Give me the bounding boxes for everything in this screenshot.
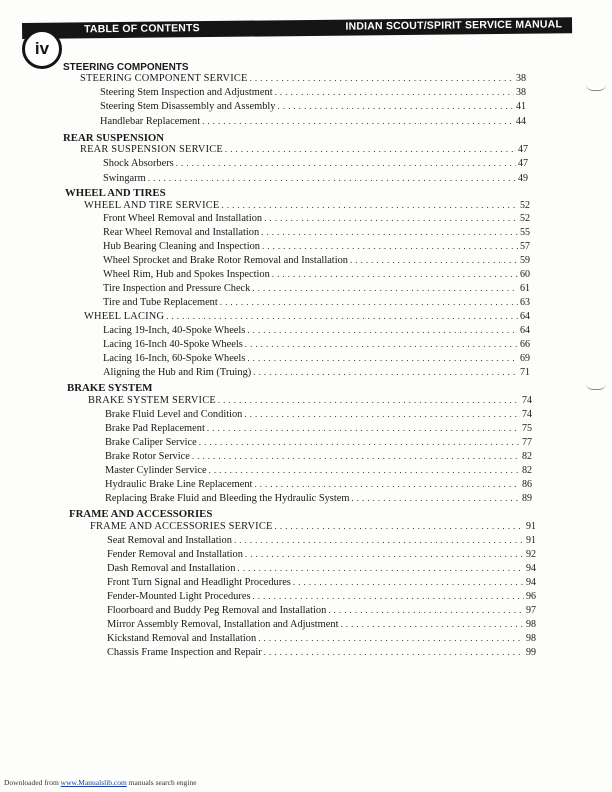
toc-entry[interactable]: [100, 100, 526, 113]
toc-entry-page-number: 61: [520, 283, 530, 294]
toc-entry-label: Replacing Brake Fluid and Bleeding the Hydraulic System: [105, 493, 350, 504]
dot-leader: [275, 520, 524, 533]
toc-entry-page-number: 60: [520, 269, 530, 280]
toc-entry-page-number: 57: [520, 241, 530, 252]
toc-entry-label: Steering Stem Inspection and Adjustment: [100, 87, 273, 98]
toc-entry[interactable]: [107, 618, 536, 631]
toc-entry-label: Wheel Rim, Hub and Spokes Inspection: [103, 269, 270, 280]
toc-group-entry[interactable]: [80, 143, 528, 156]
toc-entry-label: Handlebar Replacement: [100, 116, 201, 127]
toc-entry-page-number: 69: [520, 353, 530, 364]
toc-group-entry-label: WHEEL LACING: [84, 311, 165, 322]
toc-entry[interactable]: [103, 157, 528, 170]
margin-mark: [586, 84, 606, 91]
dot-leader: [218, 394, 520, 407]
toc-entry[interactable]: [100, 115, 526, 128]
toc-entry-label: Brake Pad Replacement: [105, 423, 205, 434]
toc-entry[interactable]: [105, 408, 532, 421]
dot-leader: [250, 72, 514, 85]
footer-suffix: manuals search engine: [128, 778, 197, 787]
toc-entry[interactable]: [105, 450, 532, 463]
toc-entry[interactable]: [103, 226, 530, 239]
dot-leader: [252, 282, 518, 295]
toc-entry-page-number: 47: [518, 158, 528, 169]
toc-entry-label: Lacing 16-Inch, 60-Spoke Wheels: [103, 353, 246, 364]
dot-leader: [264, 212, 518, 225]
toc-group-entry[interactable]: [90, 520, 536, 533]
header-left-title: TABLE OF CONTENTS: [84, 22, 200, 36]
toc-entry-page-number: 77: [522, 437, 532, 448]
toc-entry-page-number: 96: [526, 591, 536, 602]
toc-entry[interactable]: [107, 646, 536, 659]
toc-entry-label: Floorboard and Buddy Peg Removal and Installation: [107, 605, 327, 616]
header-bar: [22, 17, 572, 39]
toc-entry-page-number: 59: [520, 255, 530, 266]
dot-leader: [254, 478, 520, 491]
footer-link[interactable]: www.Manualslib.com: [60, 778, 127, 787]
toc-entry-label: Wheel Sprocket and Brake Rotor Removal and Installation: [103, 255, 348, 266]
dot-leader: [247, 324, 518, 337]
toc-group-entry-page-number: 64: [520, 311, 530, 322]
toc-entry-page-number: 89: [522, 493, 532, 504]
toc-entry[interactable]: [103, 352, 530, 365]
toc-entry[interactable]: [103, 254, 530, 267]
toc-group-entry-page-number: 52: [520, 200, 530, 211]
toc-entry-label: Mirror Assembly Removal, Installation and Adjustment: [107, 619, 339, 630]
toc-group-entry[interactable]: [88, 394, 532, 407]
toc-entry-page-number: 55: [520, 227, 530, 238]
dot-leader: [264, 646, 524, 659]
toc-entry-page-number: 52: [520, 213, 530, 224]
dot-leader: [293, 576, 524, 589]
toc-group-entry-label: STEERING COMPONENT SERVICE: [80, 73, 248, 84]
toc-entry[interactable]: [107, 562, 536, 575]
dot-leader: [234, 534, 524, 547]
toc-entry-label: Brake Fluid Level and Condition: [105, 409, 243, 420]
dot-leader: [351, 492, 520, 505]
section-title: FRAME AND ACCESSORIES: [69, 508, 213, 520]
dot-leader: [220, 296, 518, 309]
dot-leader: [253, 590, 525, 603]
toc-entry[interactable]: [103, 268, 530, 281]
dot-leader: [277, 100, 514, 113]
toc-entry-page-number: 66: [520, 339, 530, 350]
toc-entry[interactable]: [103, 282, 530, 295]
toc-entry[interactable]: [107, 576, 536, 589]
toc-group-entry-page-number: 47: [518, 144, 528, 155]
footer-prefix: Downloaded from: [4, 778, 59, 787]
toc-entry[interactable]: [105, 436, 532, 449]
dot-leader: [225, 143, 516, 156]
toc-entry-page-number: 49: [518, 173, 528, 184]
toc-entry-label: Dash Removal and Installation: [107, 563, 236, 574]
dot-leader: [258, 632, 524, 645]
section-title: REAR SUSPENSION: [63, 132, 165, 144]
dot-leader: [340, 618, 524, 631]
toc-entry[interactable]: [107, 548, 536, 561]
dot-leader: [148, 172, 516, 185]
toc-entry-label: Aligning the Hub and Rim (Truing): [103, 367, 252, 378]
toc-entry-page-number: 86: [522, 479, 532, 490]
toc-entry-label: Brake Caliper Service: [105, 437, 197, 448]
toc-entry-label: Tire Inspection and Pressure Check: [103, 283, 251, 294]
toc-group-entry[interactable]: [84, 310, 530, 323]
toc-group-entry[interactable]: [84, 199, 530, 212]
toc-group-entry-label: WHEEL AND TIRE SERVICE: [84, 200, 220, 211]
dot-leader: [166, 310, 518, 323]
dot-leader: [261, 226, 518, 239]
dot-leader: [350, 254, 518, 267]
toc-entry-label: Hydraulic Brake Line Replacement: [105, 479, 253, 490]
toc-entry[interactable]: [105, 492, 532, 505]
toc-entry[interactable]: [105, 422, 532, 435]
toc-entry[interactable]: [107, 534, 536, 547]
toc-entry-page-number: 98: [526, 619, 536, 630]
toc-entry[interactable]: [100, 86, 526, 99]
margin-mark: [586, 383, 606, 390]
toc-group-entry-page-number: 38: [516, 73, 526, 84]
toc-group-entry-page-number: 74: [522, 395, 532, 406]
toc-entry[interactable]: [103, 296, 530, 309]
toc-entry-label: Tire and Tube Replacement: [103, 297, 218, 308]
toc-entry-label: Seat Removal and Installation: [107, 535, 232, 546]
toc-group-entry-page-number: 91: [526, 521, 536, 532]
toc-entry-page-number: 64: [520, 325, 530, 336]
dot-leader: [221, 199, 518, 212]
toc-entry-page-number: 91: [526, 535, 536, 546]
toc-entry[interactable]: [103, 172, 528, 185]
toc-entry-page-number: 94: [526, 563, 536, 574]
toc-entry[interactable]: [107, 590, 536, 603]
dot-leader: [275, 86, 514, 99]
toc-entry-page-number: 74: [522, 409, 532, 420]
toc-entry-label: Chassis Frame Inspection and Repair: [107, 647, 262, 658]
toc-entry-label: Fender-Mounted Light Procedures: [107, 591, 251, 602]
toc-entry-page-number: 99: [526, 647, 536, 658]
dot-leader: [199, 436, 520, 449]
toc-entry[interactable]: [103, 212, 530, 225]
dot-leader: [272, 268, 518, 281]
toc-group-entry-label: FRAME AND ACCESSORIES SERVICE: [90, 521, 273, 532]
toc-entry[interactable]: [105, 464, 532, 477]
toc-entry-page-number: 41: [516, 101, 526, 112]
toc-entry-page-number: 44: [516, 116, 526, 127]
dot-leader: [192, 450, 520, 463]
footer: [4, 778, 197, 787]
toc-entry-label: Rear Wheel Removal and Installation: [103, 227, 260, 238]
toc-entry[interactable]: [107, 604, 536, 617]
toc-entry-label: Lacing 19-Inch, 40-Spoke Wheels: [103, 325, 246, 336]
toc-entry-label: Steering Stem Disassembly and Assembly: [100, 101, 276, 112]
section-title: STEERING COMPONENTS: [63, 62, 189, 73]
toc-entry-page-number: 92: [526, 549, 536, 560]
toc-entry-page-number: 98: [526, 633, 536, 644]
toc-entry[interactable]: [107, 632, 536, 645]
dot-leader: [253, 366, 518, 379]
dot-leader: [262, 240, 518, 253]
toc-group-entry[interactable]: [80, 72, 526, 85]
toc-entry-page-number: 71: [520, 367, 530, 378]
dot-leader: [244, 408, 520, 421]
toc-group-entry-label: BRAKE SYSTEM SERVICE: [88, 395, 216, 406]
page-number-badge: iv: [22, 29, 62, 69]
header-right-title: INDIAN SCOUT/SPIRIT SERVICE MANUAL: [345, 18, 563, 33]
toc-entry[interactable]: [103, 366, 530, 379]
toc-entry-page-number: 97: [526, 605, 536, 616]
toc-entry-label: Brake Rotor Service: [105, 451, 190, 462]
toc-entry-label: Shock Absorbers: [103, 158, 174, 169]
dot-leader: [207, 422, 520, 435]
toc-entry[interactable]: [103, 338, 530, 351]
dot-leader: [328, 604, 524, 617]
toc-entry-page-number: 82: [522, 451, 532, 462]
dot-leader: [237, 562, 524, 575]
section-title: BRAKE SYSTEM: [67, 382, 153, 394]
toc-entry-page-number: 75: [522, 423, 532, 434]
toc-entry-page-number: 94: [526, 577, 536, 588]
toc-entry[interactable]: [103, 324, 530, 337]
toc-entry-label: Hub Bearing Cleaning and Inspection: [103, 241, 260, 252]
section-title: WHEEL AND TIRES: [65, 187, 166, 199]
dot-leader: [176, 157, 516, 170]
toc-entry[interactable]: [103, 240, 530, 253]
toc-entry-page-number: 38: [516, 87, 526, 98]
toc-entry-label: Front Turn Signal and Headlight Procedures: [107, 577, 291, 588]
dot-leader: [245, 548, 524, 561]
toc-group-entry-label: REAR SUSPENSION SERVICE: [80, 144, 223, 155]
dot-leader: [245, 338, 518, 351]
toc-entry-page-number: 63: [520, 297, 530, 308]
toc-entry-label: Fender Removal and Installation: [107, 549, 243, 560]
toc-entry-label: Front Wheel Removal and Installation: [103, 213, 263, 224]
toc-entry[interactable]: [105, 478, 532, 491]
toc-entry-label: Master Cylinder Service: [105, 465, 207, 476]
toc-entry-page-number: 82: [522, 465, 532, 476]
dot-leader: [202, 115, 514, 128]
toc-entry-label: Lacing 16-Inch 40-Spoke Wheels: [103, 339, 243, 350]
toc-entry-label: Swingarm: [103, 173, 146, 184]
dot-leader: [209, 464, 520, 477]
toc-entry-label: Kickstand Removal and Installation: [107, 633, 257, 644]
dot-leader: [247, 352, 518, 365]
